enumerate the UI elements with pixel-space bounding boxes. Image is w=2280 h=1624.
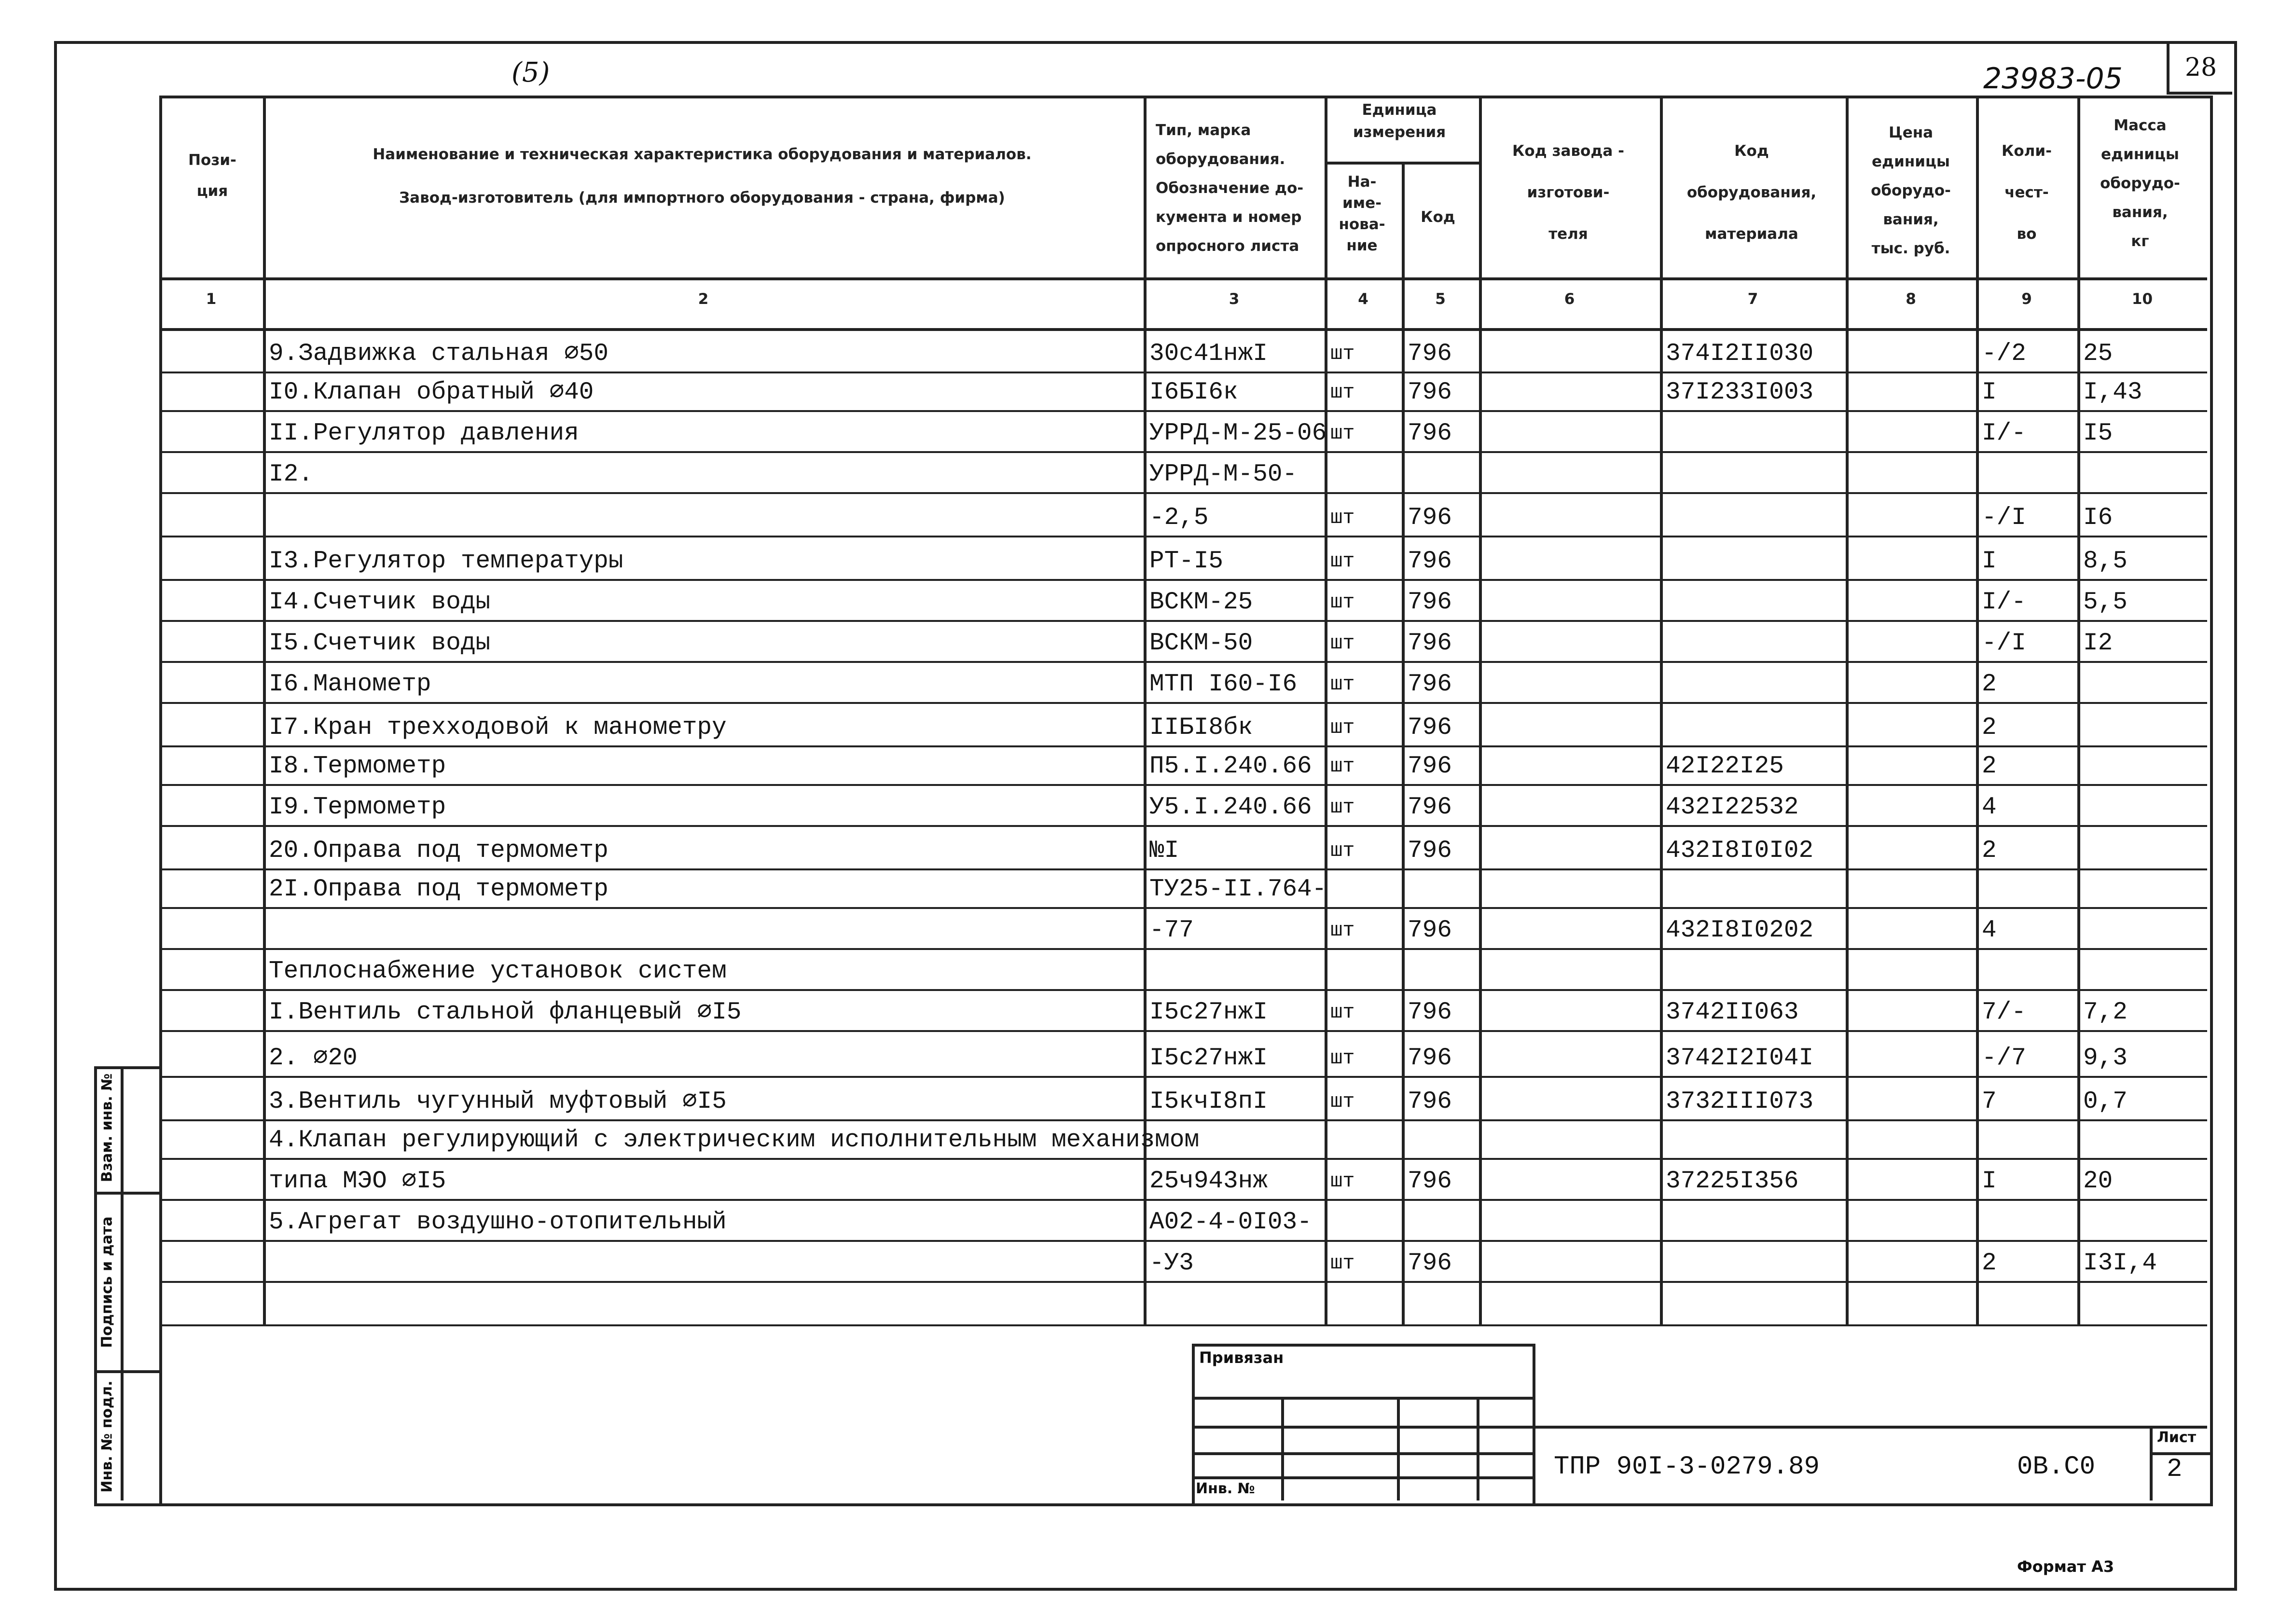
- row-line: [159, 745, 2207, 747]
- item-unit-code: 796: [1408, 1168, 1452, 1195]
- item-unit-code: 796: [1408, 589, 1452, 616]
- item-quantity: -/2: [1982, 340, 2026, 368]
- column-number-4: 4: [1358, 290, 1368, 308]
- item-unit-code: 796: [1408, 420, 1452, 447]
- item-type: МТП I60-I6: [1149, 671, 1298, 698]
- item-unit-code: 796: [1408, 837, 1452, 865]
- item-name: 4.Клапан регулирующий с электрическим исполнительным механизмом: [269, 1127, 1200, 1154]
- item-type: РТ-I5: [1149, 548, 1224, 575]
- item-unit: шт: [1330, 550, 1355, 573]
- item-quantity: I: [1982, 379, 1997, 406]
- item-unit: шт: [1330, 1001, 1355, 1024]
- item-mass: I,43: [2083, 379, 2142, 406]
- column-number-1: 1: [206, 290, 217, 308]
- item-unit: шт: [1330, 919, 1355, 942]
- item-name: 20.Оправа под термометр: [269, 837, 608, 865]
- item-name: I5.Счетчик воды: [269, 630, 491, 657]
- item-name: 3.Вентиль чугунный муфтовый ⌀I5: [269, 1088, 727, 1115]
- item-unit-code: 796: [1408, 340, 1452, 368]
- unit-group-divider: [1325, 162, 1479, 165]
- item-equipment-code: 432I8I0202: [1666, 917, 1814, 944]
- row-line: [159, 702, 2207, 704]
- row-line: [159, 372, 2207, 373]
- item-name: типа МЭО ⌀I5: [269, 1168, 446, 1195]
- item-unit-code: 796: [1408, 630, 1452, 657]
- item-mass: 7,2: [2083, 999, 2128, 1026]
- header-name-line2: Завод-изготовитель (для импортного оборудования - страна, фирма): [399, 189, 1005, 206]
- item-mass: I5: [2083, 420, 2113, 447]
- item-type: УРРД-М-25-06: [1149, 420, 1327, 447]
- row-line: [159, 451, 2207, 453]
- item-name: Теплоснабжение установок систем: [269, 958, 727, 985]
- item-quantity: 7/-: [1982, 999, 2026, 1026]
- header-unit-code: Код: [1421, 208, 1455, 226]
- item-type: П5.I.240.66: [1149, 753, 1312, 780]
- item-unit-code: 796: [1408, 379, 1452, 406]
- document-code: 0В.С0: [2017, 1452, 2096, 1482]
- header-unit-name: На- име- нова- ние: [1339, 173, 1385, 254]
- item-type: ТУ25-II.764-: [1149, 876, 1327, 903]
- item-name: I8.Термометр: [269, 753, 446, 780]
- item-mass: 20: [2083, 1168, 2113, 1195]
- header-equipment-code: Код оборудования, материала: [1686, 142, 1817, 243]
- item-name: II.Регулятор давления: [269, 420, 579, 447]
- item-type: I5кчI8пI: [1149, 1088, 1268, 1115]
- item-type: I5с27нжI: [1149, 1045, 1268, 1072]
- item-name: I9.Термометр: [269, 794, 446, 821]
- row-line: [159, 1119, 2207, 1121]
- item-quantity: I: [1982, 548, 1997, 575]
- item-equipment-code: 374I2II030: [1666, 340, 1814, 368]
- column-number-8: 8: [1906, 290, 1916, 308]
- item-equipment-code: 432I8I0I02: [1666, 837, 1814, 865]
- item-mass: I6: [2083, 504, 2113, 532]
- row-line: [159, 579, 2207, 581]
- item-unit: шт: [1330, 381, 1355, 404]
- item-equipment-code: 432I22532: [1666, 794, 1799, 821]
- item-unit-code: 796: [1408, 1088, 1452, 1115]
- column-number-10: 10: [2131, 290, 2153, 308]
- item-unit: шт: [1330, 1252, 1355, 1275]
- item-name: I.Вентиль стальной фланцевый ⌀I5: [269, 999, 742, 1026]
- item-unit-code: 796: [1408, 548, 1452, 575]
- item-quantity: -/I: [1982, 504, 2026, 532]
- item-equipment-code: 3742II063: [1666, 999, 1799, 1026]
- item-type: -2,5: [1149, 504, 1209, 532]
- item-unit-code: 796: [1408, 753, 1452, 780]
- item-equipment-code: 42I22I25: [1666, 753, 1784, 780]
- item-unit: шт: [1330, 632, 1355, 655]
- item-unit-code: 796: [1408, 1250, 1452, 1277]
- item-mass: 25: [2083, 340, 2113, 368]
- sheet-box-vline: [2150, 1426, 2153, 1500]
- item-mass: I3I,4: [2083, 1250, 2157, 1277]
- row-line: [159, 1030, 2207, 1032]
- document-number: 23983-05: [1983, 62, 2123, 96]
- item-quantity: I/-: [1982, 589, 2026, 616]
- row-line: [159, 868, 2207, 870]
- row-line: [159, 1324, 2207, 1326]
- row-line: [159, 907, 2207, 909]
- column-numbers-bottom-line: [159, 328, 2207, 331]
- row-line: [159, 661, 2207, 663]
- column-divider: [1402, 164, 1405, 1324]
- item-mass: 5,5: [2083, 589, 2128, 616]
- header-price: Цена единицы оборудо- вания, тыс. руб.: [1871, 124, 1951, 257]
- item-quantity: 4: [1982, 794, 1997, 821]
- item-unit-code: 796: [1408, 999, 1452, 1026]
- item-unit: шт: [1330, 1090, 1355, 1113]
- sheet-corner-number: 28: [2184, 53, 2217, 82]
- item-mass: I2: [2083, 630, 2113, 657]
- item-unit-code: 796: [1408, 917, 1452, 944]
- item-unit: шт: [1330, 755, 1355, 778]
- item-name: 2. ⌀20: [269, 1045, 358, 1072]
- item-unit-code: 796: [1408, 1045, 1452, 1072]
- item-type: I5с27нжI: [1149, 999, 1268, 1026]
- item-unit: шт: [1330, 1170, 1355, 1193]
- item-quantity: 2: [1982, 1250, 1997, 1277]
- item-unit: шт: [1330, 839, 1355, 862]
- row-line: [159, 620, 2207, 622]
- item-unit-code: 796: [1408, 794, 1452, 821]
- sheet-corner-box: [2167, 43, 2232, 95]
- item-equipment-code: 37I233I003: [1666, 379, 1814, 406]
- item-mass: 0,7: [2083, 1088, 2128, 1115]
- item-type: IIБI8бк: [1149, 714, 1253, 742]
- row-line: [159, 1240, 2207, 1242]
- title-main-line: [1533, 1426, 2207, 1429]
- column-number-7: 7: [1747, 290, 1758, 308]
- item-quantity: 2: [1982, 837, 1997, 865]
- title-vline: [1477, 1397, 1479, 1500]
- top-left-mark: (5): [511, 57, 550, 88]
- header-bottom-line: [159, 277, 2207, 280]
- title-vline: [1281, 1397, 1284, 1500]
- item-name: I6.Манометр: [269, 671, 431, 698]
- item-unit: шт: [1330, 591, 1355, 614]
- item-type: ВСКМ-50: [1149, 630, 1253, 657]
- column-number-3: 3: [1229, 290, 1240, 308]
- column-number-6: 6: [1564, 290, 1575, 308]
- item-type: ВСКМ-25: [1149, 589, 1253, 616]
- row-line: [159, 492, 2207, 494]
- item-unit: шт: [1330, 422, 1355, 445]
- header-type: Тип, марка оборудования. Обозначение до- кумента и номер опросного листа: [1156, 122, 1304, 255]
- item-unit: шт: [1330, 716, 1355, 739]
- header-mass: Масса единицы оборудо- вания, кг: [2100, 117, 2180, 250]
- column-number-9: 9: [2021, 290, 2032, 308]
- item-type: 25ч943нж: [1149, 1168, 1268, 1195]
- row-line: [159, 1281, 2207, 1283]
- item-equipment-code: 37225I356: [1666, 1168, 1799, 1195]
- item-name: 2I.Оправа под термометр: [269, 876, 608, 903]
- item-quantity: 2: [1982, 753, 1997, 780]
- sheet-label: Лист: [2157, 1429, 2197, 1446]
- designation: ТПР 90I-3-0279.89: [1554, 1452, 1820, 1482]
- item-name: I4.Счетчик воды: [269, 589, 491, 616]
- item-quantity: I: [1982, 1168, 1997, 1195]
- row-line: [159, 784, 2207, 786]
- item-name: I0.Клапан обратный ⌀40: [269, 379, 594, 406]
- item-unit-code: 796: [1408, 714, 1452, 742]
- row-line: [159, 989, 2207, 991]
- format-label: Формат А3: [2017, 1557, 2114, 1576]
- item-type: УРРД-М-50-: [1149, 461, 1298, 488]
- side-stamp-inv-podl: Инв. № подл.: [98, 1380, 116, 1493]
- item-unit: шт: [1330, 342, 1355, 365]
- item-type: №I: [1149, 837, 1179, 865]
- item-equipment-code: 3742I2I04I: [1666, 1045, 1814, 1072]
- row-line: [159, 948, 2207, 950]
- item-unit: шт: [1330, 1046, 1355, 1070]
- header-unit-group: Единица измерения: [1353, 101, 1446, 141]
- item-type: 30с41нжI: [1149, 340, 1268, 368]
- item-type: -У3: [1149, 1250, 1194, 1277]
- header-quantity: Коли- чест- во: [2002, 142, 2052, 243]
- privyazan-label: Привязан: [1199, 1349, 1284, 1367]
- item-type: А02-4-0I03-: [1149, 1209, 1312, 1236]
- row-line: [159, 1076, 2207, 1078]
- item-name: 9.Задвижка стальная ⌀50: [269, 340, 609, 368]
- item-quantity: -/I: [1982, 630, 2026, 657]
- item-unit-code: 796: [1408, 504, 1452, 532]
- title-line: [1192, 1452, 1533, 1455]
- row-line: [159, 1199, 2207, 1201]
- header-position: Пози- ция: [188, 151, 236, 200]
- sheet-number: 2: [2167, 1455, 2183, 1484]
- item-quantity: 2: [1982, 714, 1997, 742]
- item-mass: 9,3: [2083, 1045, 2128, 1072]
- item-name: I2.: [269, 461, 313, 488]
- row-line: [159, 410, 2207, 412]
- item-quantity: -/7: [1982, 1045, 2026, 1072]
- column-number-2: 2: [698, 290, 709, 308]
- item-mass: 8,5: [2083, 548, 2128, 575]
- item-name: 5.Агрегат воздушно-отопительный: [269, 1209, 727, 1236]
- row-line: [159, 1158, 2207, 1160]
- item-name: I3.Регулятор температуры: [269, 548, 623, 575]
- title-line: [1192, 1426, 1533, 1429]
- item-quantity: 2: [1982, 671, 1997, 698]
- side-stamp-vzam: Взам. инв. №: [98, 1073, 116, 1183]
- item-quantity: 4: [1982, 917, 1997, 944]
- item-unit: шт: [1330, 796, 1355, 819]
- item-type: I6БI6к: [1149, 379, 1238, 406]
- item-unit: шт: [1330, 506, 1355, 529]
- column-number-5: 5: [1435, 290, 1446, 308]
- title-line: [1192, 1397, 1533, 1400]
- item-type: -77: [1149, 917, 1194, 944]
- title-vline: [1397, 1397, 1400, 1500]
- inv-number-label: Инв. №: [1196, 1480, 1255, 1497]
- header-name-line1: Наименование и техническая характеристика оборудования и материалов.: [373, 146, 1032, 163]
- item-equipment-code: 3732III073: [1666, 1088, 1814, 1115]
- item-name: I7.Кран трехходовой к манометру: [269, 714, 727, 742]
- item-unit: шт: [1330, 673, 1355, 696]
- item-quantity: 7: [1982, 1088, 1997, 1115]
- row-line: [159, 536, 2207, 537]
- row-line: [159, 825, 2207, 827]
- item-unit-code: 796: [1408, 671, 1452, 698]
- item-type: У5.I.240.66: [1149, 794, 1312, 821]
- item-quantity: I/-: [1982, 420, 2026, 447]
- title-line: [1192, 1476, 1533, 1479]
- side-stamp-sign-date: Подпись и дата: [98, 1216, 116, 1348]
- header-factory-code: Код завода - изготови- теля: [1512, 142, 1624, 243]
